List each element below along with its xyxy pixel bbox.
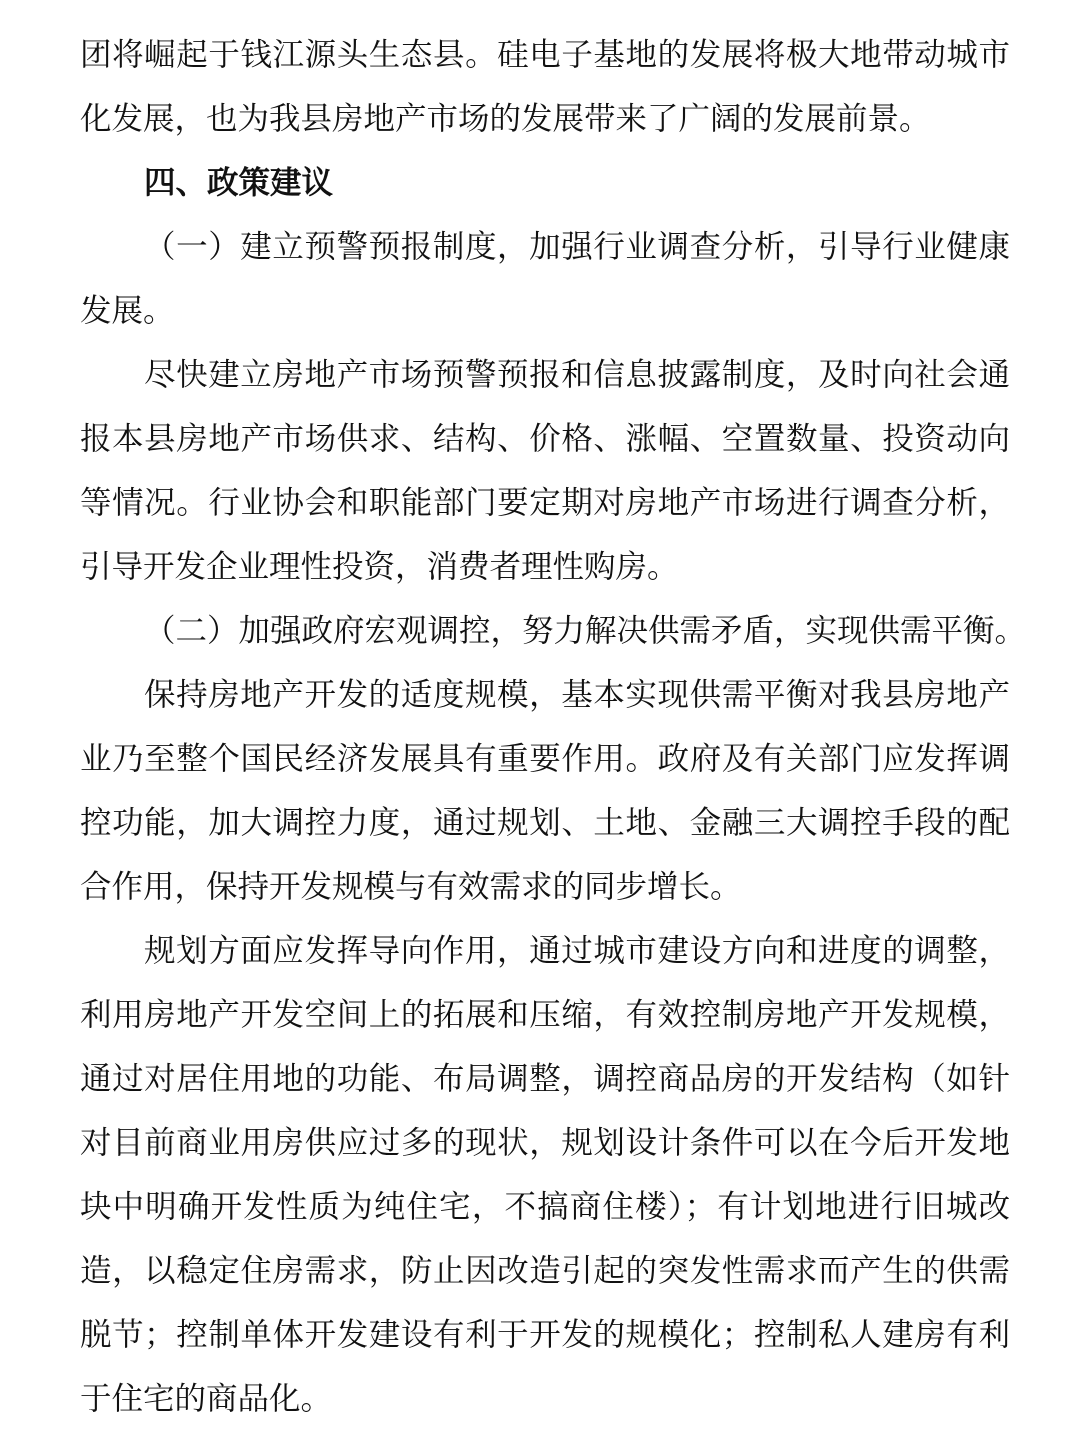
text-line: 利用房地产开发空间上的拓展和压缩，有效控制房地产开发规模， [80, 997, 1010, 1033]
text-line: 发展。 [80, 293, 175, 329]
text-line: 控功能，加大调控力度，通过规划、土地、金融三大调控手段的配 [80, 805, 1010, 841]
text-line: 造，以稳定住房需求，防止因改造引起的突发性需求而产生的供需 [80, 1253, 1010, 1289]
text-line: 报本县房地产市场供求、结构、价格、涨幅、空置数量、投资动向 [80, 421, 1010, 457]
text-line: 保持房地产开发的适度规模，基本实现供需平衡对我县房地产 [144, 677, 1010, 713]
text-line: 化发展，也为我县房地产市场的发展带来了广阔的发展前景。 [80, 101, 931, 137]
section-heading: 四、政策建议 [144, 164, 334, 201]
text-line: 块中明确开发性质为纯住宅，不搞商住楼）；有计划地进行旧城改 [80, 1189, 1010, 1225]
text-line: 尽快建立房地产市场预警预报和信息披露制度，及时向社会通 [144, 357, 1010, 393]
text-line: 团将崛起于钱江源头生态县。硅电子基地的发展将极大地带动城市 [80, 37, 1010, 73]
subsection-heading: （一）建立预警预报制度，加强行业调查分析，引导行业健康 [144, 229, 1010, 265]
text-line: 引导开发企业理性投资，消费者理性购房。 [80, 549, 679, 585]
text-line: 对目前商业用房供应过多的现状，规划设计条件可以在今后开发地 [80, 1125, 1010, 1161]
text-line: 于住宅的商品化。 [80, 1381, 333, 1417]
text-line: 通过对居住用地的功能、布局调整，调控商品房的开发结构（如针 [80, 1061, 1010, 1097]
text-line: 规划方面应发挥导向作用，通过城市建设方向和进度的调整， [144, 933, 1010, 969]
text-line: 业乃至整个国民经济发展具有重要作用。政府及有关部门应发挥调 [80, 741, 1010, 777]
subsection-heading: （二）加强政府宏观调控，努力解决供需矛盾，实现供需平衡。 [144, 613, 1027, 649]
text-line: 合作用，保持开发规模与有效需求的同步增长。 [80, 869, 742, 905]
text-line: 等情况。行业协会和职能部门要定期对房地产市场进行调查分析， [80, 485, 1010, 521]
text-line: 脱节；控制单体开发建设有利于开发的规模化；控制私人建房有利 [80, 1317, 1010, 1353]
